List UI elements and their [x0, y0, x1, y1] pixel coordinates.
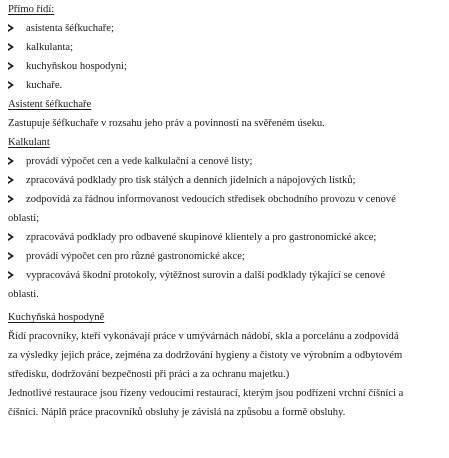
list-item — [8, 247, 442, 266]
list-item-text: vypracovává škodní protokoly, výtěžnost surovin a další podklady týkající se cenové — [26, 270, 386, 281]
list-item-text: asistenta šéfkuchaře; — [26, 23, 114, 34]
arrow-bullet-icon — [8, 24, 14, 32]
list-item-text: provádí výpočet cen a vede kalkulační a cenové listy; — [26, 156, 253, 167]
arrow-bullet-icon — [8, 81, 14, 89]
list-item — [8, 171, 442, 190]
asistent-heading: Asistent šéfkuchaře — [8, 99, 92, 110]
asistent-text: Zastupuje šéfkuchaře v rozsahu jeho práv a povinností na svěřeném úseku. — [8, 118, 325, 129]
paragraph-line: Řídí pracovníky, kteří vykonávají práce v umývárnách nádobí, skla a porcelánu a zodpovídá — [8, 331, 399, 342]
paragraph-line: Jednotlivé restaurace jsou řízeny vedoucími restaurací, kterým jsou podřízeni vrchní číšníci a — [8, 388, 404, 399]
arrow-bullet-icon — [8, 157, 14, 165]
list-item — [8, 266, 442, 285]
arrow-bullet-icon — [8, 176, 14, 184]
list-item — [8, 19, 442, 38]
list-item-text: kuchyňskou hospodyni; — [26, 61, 127, 72]
paragraph-line: středisku, dodržování bezpečnosti při práci a za ochranu majetku.) — [8, 369, 290, 380]
list-item-text: kuchaře. — [26, 80, 63, 91]
list-item-continuation: oblasti. — [8, 289, 39, 300]
list-item — [8, 38, 442, 57]
arrow-bullet-icon — [8, 271, 14, 279]
list-item-continuation: oblasti; — [8, 213, 40, 224]
arrow-bullet-icon — [8, 233, 14, 241]
list-item-text: zpracovává podklady pro tisk stálých a denních jídelních a nápojových lístků; — [26, 175, 356, 186]
list-item — [8, 152, 442, 171]
document-page — [8, 0, 442, 422]
hospodyne-heading: Kuchyňská hospodyně — [8, 312, 105, 323]
list-item — [8, 190, 442, 209]
arrow-bullet-icon — [8, 43, 14, 51]
list-item — [8, 57, 442, 76]
list-item — [8, 228, 442, 247]
arrow-bullet-icon — [8, 195, 14, 203]
paragraph-line: číšníci. Náplň práce pracovníků obsluhy je závislá na způsobu a formě obsluhy. — [8, 407, 346, 418]
paragraph-line: za výsledky jejich práce, zejména za dodržování hygieny a čistoty ve výrobním a odbytovém — [8, 350, 403, 361]
arrow-bullet-icon — [8, 62, 14, 70]
list-item-text: zpracovává podklady pro odbavené skupinové klientely a pro gastronomické akce; — [26, 232, 377, 243]
arrow-bullet-icon — [8, 252, 14, 260]
list-item-text: kalkulanta; — [26, 42, 74, 53]
list-item-text: zodpovídá za řádnou informovanost vedoucích středisek obchodního provozu v cenové — [26, 194, 396, 205]
kalkulant-heading: Kalkulant — [8, 137, 50, 148]
list-item-text: provádí výpočet cen pro různé gastronomické akce; — [26, 251, 245, 262]
list-item — [8, 76, 442, 95]
primo-heading: Přímo řídí: — [8, 4, 55, 15]
